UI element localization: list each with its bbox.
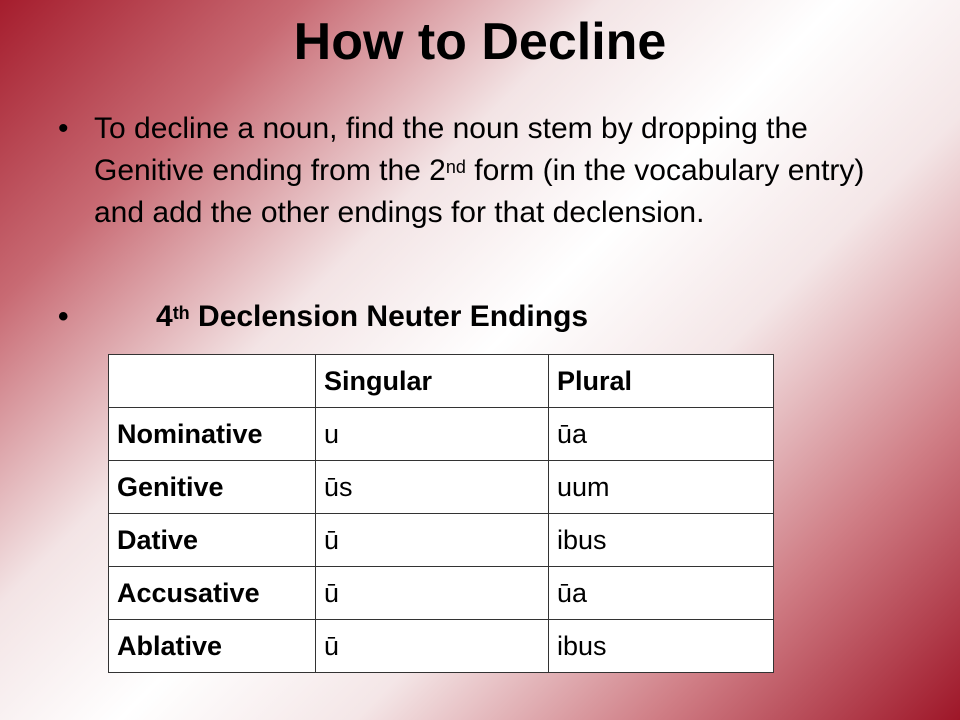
bullet-text-cont: form (in the vocabulary entry) and add the other endings for that declension. bbox=[94, 154, 865, 229]
table-row bbox=[109, 567, 774, 620]
plural-ending: ibus bbox=[549, 620, 774, 673]
plural-ending: ibus bbox=[549, 514, 774, 567]
table-row bbox=[109, 514, 774, 567]
singular-ending: ūs bbox=[316, 461, 549, 514]
slide-title: How to Decline bbox=[293, 13, 667, 71]
bullet-dot: • bbox=[58, 112, 69, 145]
plural-ending: uum bbox=[549, 461, 774, 514]
header-cell-singular: Singular bbox=[316, 355, 549, 408]
bullet-text: To decline a noun, find the noun stem by dropping the Genitive ending from the 2 bbox=[94, 112, 808, 187]
table-header-row bbox=[109, 355, 774, 408]
singular-ending: ū bbox=[316, 514, 549, 567]
endings-table bbox=[108, 354, 774, 673]
case-name: Nominative bbox=[109, 408, 316, 461]
ordinal-suffix: th bbox=[172, 303, 190, 323]
table-row bbox=[109, 408, 774, 461]
bullet-instructions bbox=[58, 108, 894, 234]
header-cell-plural: Plural bbox=[549, 355, 774, 408]
case-name: Dative bbox=[109, 514, 316, 567]
singular-ending: ū bbox=[316, 567, 549, 620]
plural-ending: ūa bbox=[549, 567, 774, 620]
case-name: Ablative bbox=[109, 620, 316, 673]
bullet-dot: • bbox=[58, 300, 69, 333]
header-cell-empty bbox=[109, 355, 316, 408]
ordinal-suffix: nd bbox=[445, 157, 466, 177]
case-name: Genitive bbox=[109, 461, 316, 514]
caption-number: 4 bbox=[156, 300, 173, 333]
case-name: Accusative bbox=[109, 567, 316, 620]
singular-ending: ū bbox=[316, 620, 549, 673]
table-row bbox=[109, 620, 774, 673]
singular-ending: u bbox=[316, 408, 549, 461]
caption-text: Declension Neuter Endings bbox=[189, 300, 589, 333]
table-row bbox=[109, 461, 774, 514]
bullet-table-caption bbox=[58, 296, 894, 338]
plural-ending: ūa bbox=[549, 408, 774, 461]
